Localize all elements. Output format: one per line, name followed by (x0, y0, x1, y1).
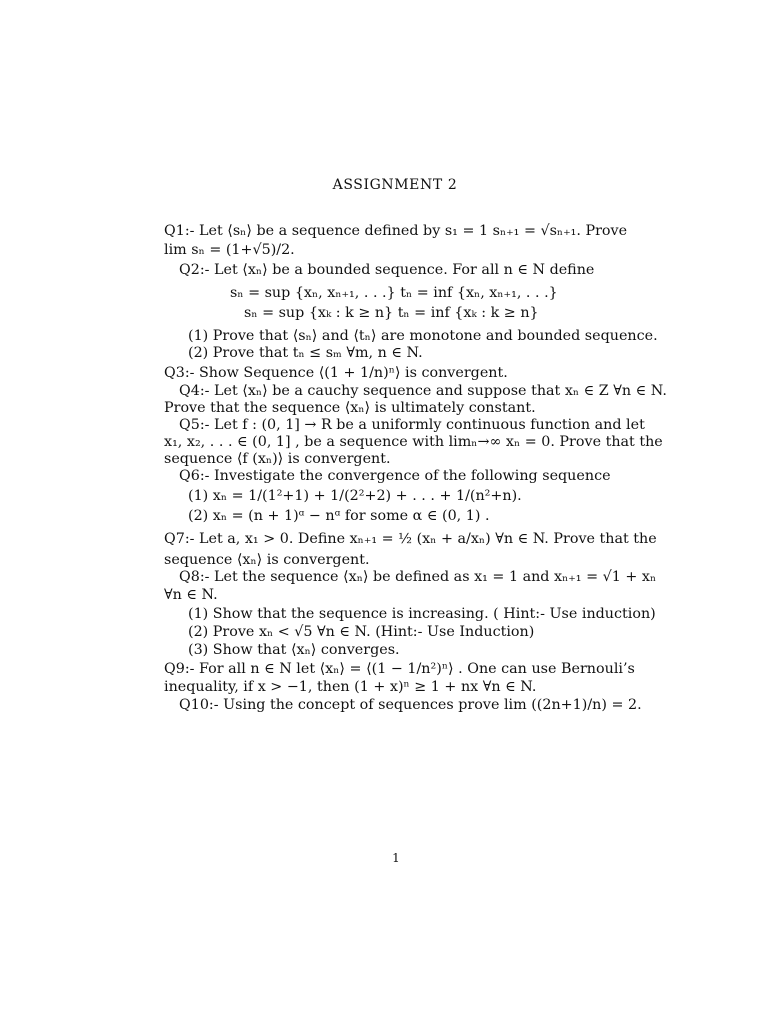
q6-part-2: (2) xₙ = (n + 1)ᵅ − nᵅ for some α ∈ (0, 1) . (188, 508, 490, 524)
q2-def-sup-inf: sₙ = sup {xₙ, xₙ₊₁, . . .} tₙ = inf {xₙ, xₙ₊₁, . . .} (230, 285, 558, 301)
q4-line-1: Q4:- Let ⟨xₙ⟩ be a cauchy sequence and suppose that xₙ ∈ Z ∀n ∈ N. (179, 383, 667, 399)
q9-line-2: inequality, if x > −1, then (1 + x)ⁿ ≥ 1 + nx ∀n ∈ N. (164, 679, 537, 695)
q3-line: Q3:- Show Sequence ⟨(1 + 1/n)ⁿ⟩ is convergent. (164, 365, 508, 381)
q6-line-1: Q6:- Investigate the convergence of the following sequence (179, 468, 611, 484)
q6-part-1: (1) xₙ = 1/(1²+1) + 1/(2²+2) + . . . + 1/(n²+n). (188, 488, 522, 504)
q2-line-1: Q2:- Let ⟨xₙ⟩ be a bounded sequence. For all n ∈ N define (179, 262, 595, 278)
q8-line-1: Q8:- Let the sequence ⟨xₙ⟩ be defined as x₁ = 1 and xₙ₊₁ = √1 + xₙ (179, 569, 657, 585)
q8-part-2: (2) Prove xₙ < √5 ∀n ∈ N. (Hint:- Use Induction) (188, 624, 535, 640)
q1-line-2: lim sₙ = (1+√5)/2. (164, 242, 295, 258)
q4-line-2: Prove that the sequence ⟨xₙ⟩ is ultimately constant. (164, 400, 536, 416)
q2-def-sup-inf-k: sₙ = sup {xₖ : k ≥ n} tₙ = inf {xₖ : k ≥ n} (244, 305, 539, 321)
q5-line-3: sequence ⟨f (xₙ)⟩ is convergent. (164, 451, 391, 467)
q7-line-1: Q7:- Let a, x₁ > 0. Define xₙ₊₁ = ½ (xₙ + a/xₙ) ∀n ∈ N. Prove that the (164, 531, 657, 547)
page-number: 1 (392, 851, 400, 865)
q8-part-1: (1) Show that the sequence is increasing. ( Hint:- Use induction) (188, 606, 656, 622)
q8-part-3: (3) Show that ⟨xₙ⟩ converges. (188, 642, 400, 658)
q5-line-2: x₁, x₂, . . . ∈ (0, 1] , be a sequence with limₙ→∞ xₙ = 0. Prove that the (164, 434, 663, 450)
q5-line-1: Q5:- Let f : (0, 1] → R be a uniformly continuous function and let (179, 417, 645, 433)
q2-part-1: (1) Prove that ⟨sₙ⟩ and ⟨tₙ⟩ are monotone and bounded sequence. (188, 328, 658, 344)
q9-line-1: Q9:- For all n ∈ N let ⟨xₙ⟩ = ⟨(1 − 1/n²)ⁿ⟩ . One can use Bernouli’s (164, 661, 635, 677)
q10-line: Q10:- Using the concept of sequences prove lim ((2n+1)/n) = 2. (179, 697, 642, 713)
q1-line-1: Q1:- Let ⟨sₙ⟩ be a sequence defined by s₁ = 1 sₙ₊₁ = √sₙ₊₁. Prove (164, 223, 628, 239)
q2-part-2: (2) Prove that tₙ ≤ sₘ ∀m, n ∈ N. (188, 345, 423, 361)
q8-line-2: ∀n ∈ N. (164, 587, 218, 603)
assignment-title: ASSIGNMENT 2 (332, 177, 458, 193)
q7-line-2: sequence ⟨xₙ⟩ is convergent. (164, 552, 370, 568)
